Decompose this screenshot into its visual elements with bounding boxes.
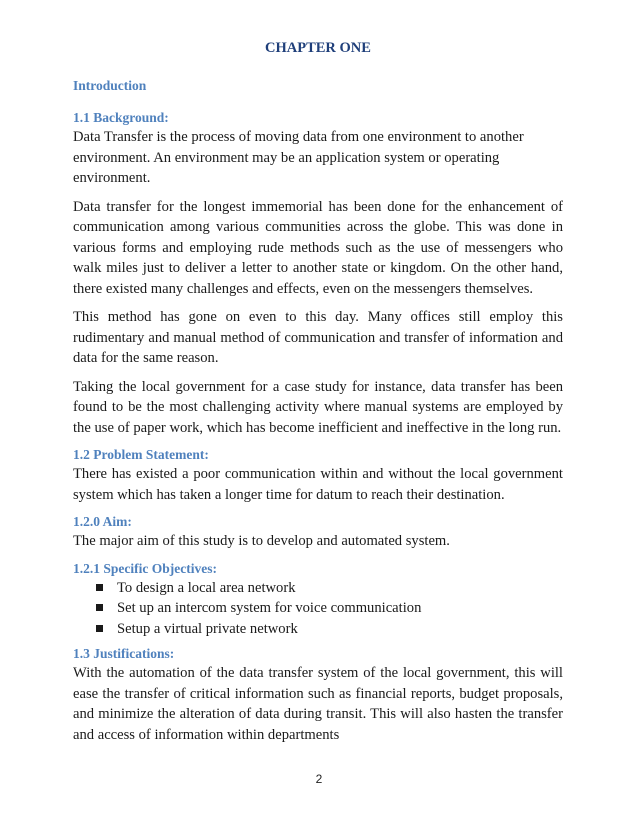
chapter-title: CHAPTER ONE — [265, 40, 371, 56]
objective-item — [73, 578, 563, 599]
square-bullet-icon — [96, 625, 103, 632]
background-paragraph: Data Transfer is the process of moving data from one environment to another environment. An environment may be an application system or operating environment. — [73, 129, 524, 186]
aim-heading: 1.2.0 Aim: — [73, 514, 132, 529]
objective-text: To design a local area network — [117, 579, 296, 596]
background-heading: 1.1 Background: — [73, 110, 169, 125]
objective-text: Setup a virtual private network — [117, 620, 298, 637]
background-paragraph: Taking the local government for a case study for instance, data transfer has been found to be the most challenging activity where manual systems are employed by the use of paper work, which has become inefficient and ineffective in the long run. — [73, 378, 563, 436]
objective-item — [73, 598, 563, 619]
objectives-list — [73, 578, 563, 640]
background-paragraph: Data transfer for the longest immemorial has been done for the enhancement of communication among various communities across the globe. This was done in various forms and employing rude methods such as the use of messengers who walk miles just to deliver a letter to another state or kingdom. On the other hand, there existed many challenges and effects, even on the messengers themselves. — [73, 198, 563, 297]
objective-item — [73, 619, 563, 640]
background-paragraph: This method has gone on even to this day. Many offices still employ this rudimentary and manual method of communication and transfer of information and data for the same reason. — [73, 309, 563, 366]
justifications-text: With the automation of the data transfer system of the local government, this will ease the transfer of critical information such as financial reports, budget proposals, and minimize the alteration of data during transit. This will also hasten the transfer and access of information within departments — [73, 665, 563, 743]
page-content — [73, 40, 563, 753]
specific-objectives-heading: 1.2.1 Specific Objectives: — [73, 560, 217, 576]
problem-statement-text: There has existed a poor communication within and without the local government system which has taken a longer time for datum to reach their destination. — [73, 466, 563, 503]
page-number: 2 — [315, 772, 323, 786]
justifications-heading: 1.3 Justifications: — [73, 646, 175, 661]
problem-statement-heading: 1.2 Problem Statement: — [73, 447, 209, 462]
objective-text: Set up an intercom system for voice communication — [117, 600, 422, 616]
square-bullet-icon — [96, 584, 103, 591]
aim-text: The major aim of this study is to develop and automated system. — [73, 533, 450, 549]
introduction-heading: Introduction — [73, 78, 147, 93]
square-bullet-icon — [96, 604, 103, 611]
